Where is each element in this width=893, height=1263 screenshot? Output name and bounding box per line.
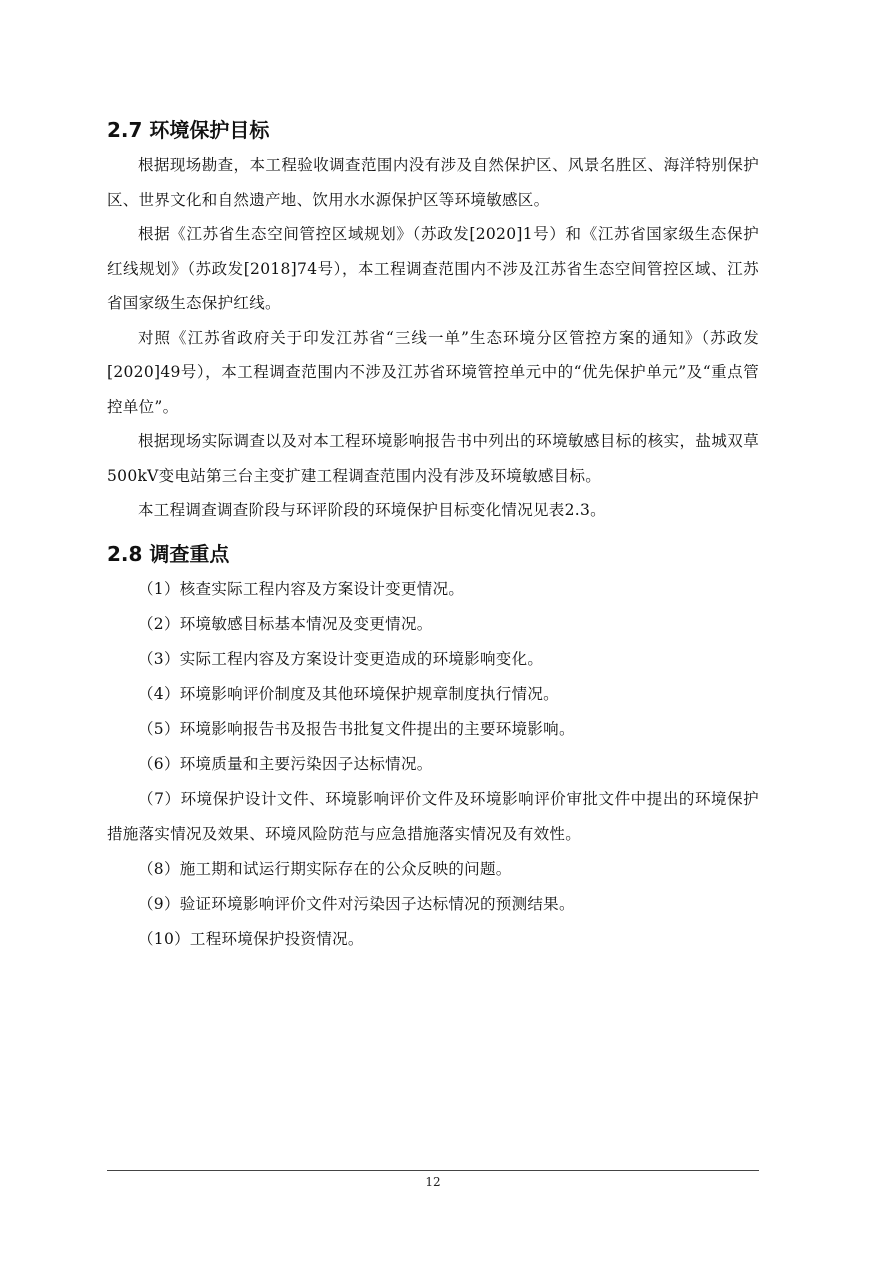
list-item: （1）核查实际工程内容及方案设计变更情况。 (138, 579, 465, 598)
footer-divider (107, 1170, 759, 1171)
list-item: （8）施工期和试运行期实际存在的公众反映的问题。 (138, 859, 512, 878)
paragraph-three-lines-one-list: 对照《江苏省政府关于印发江苏省“三线一单”生态环境分区管控方案的通知》（苏政发[2020]49号），本工程调查范围内不涉及江苏省环境管控单元中的“优先保护单元”及“重点管控单位”。 (107, 328, 759, 416)
list-item: （5）环境影响报告书及报告书批复文件提出的主要环境影响。 (138, 719, 575, 738)
paragraph-survey-result: 根据现场勘查，本工程验收调查范围内没有涉及自然保护区、风景名胜区、海洋特别保护区、世界文化和自然遗产地、饮用水水源保护区等环境敏感区。 (107, 156, 759, 209)
list-item: （9）验证环境影响评价文件对污染因子达标情况的预测结果。 (138, 894, 575, 913)
list-item: （4）环境影响评价制度及其他环境保护规章制度执行情况。 (138, 684, 559, 703)
paragraph-sensitive-targets: 根据现场实际调查以及对本工程环境影响报告书中列出的环境敏感目标的核实，盐城双草500kV变电站第三台主变扩建工程调查范围内没有涉及环境敏感目标。 (107, 432, 759, 485)
section-heading-2-8: 2.8 调查重点 (107, 541, 230, 566)
page-number: 12 (425, 1175, 441, 1189)
section-heading-2-7: 2.7 环境保护目标 (107, 118, 270, 142)
list-item: （10）工程环境保护投资情况。 (138, 929, 364, 948)
paragraph-ecological-redline: 根据《江苏省生态空间管控区域规划》（苏政发[2020]1号）和《江苏省国家级生态保护红线规划》（苏政发[2018]74号），本工程调查范围内不涉及江苏省生态空间管控区域、江苏省国家级生态保护红线。 (107, 225, 759, 312)
list-item: （7）环境保护设计文件、环境影响评价文件及环境影响评价审批文件中提出的环境保护措施落实情况及效果、环境风险防范与应急措施落实情况及有效性。 (107, 789, 759, 843)
page-content (107, 112, 759, 957)
list-item: （3）实际工程内容及方案设计变更造成的环境影响变化。 (138, 649, 544, 668)
paragraph-table-reference: 本工程调查调查阶段与环评阶段的环境保护目标变化情况见表2.3。 (138, 501, 606, 519)
list-item: （2）环境敏感目标基本情况及变更情况。 (138, 614, 433, 633)
list-item: （6）环境质量和主要污染因子达标情况。 (138, 754, 433, 773)
